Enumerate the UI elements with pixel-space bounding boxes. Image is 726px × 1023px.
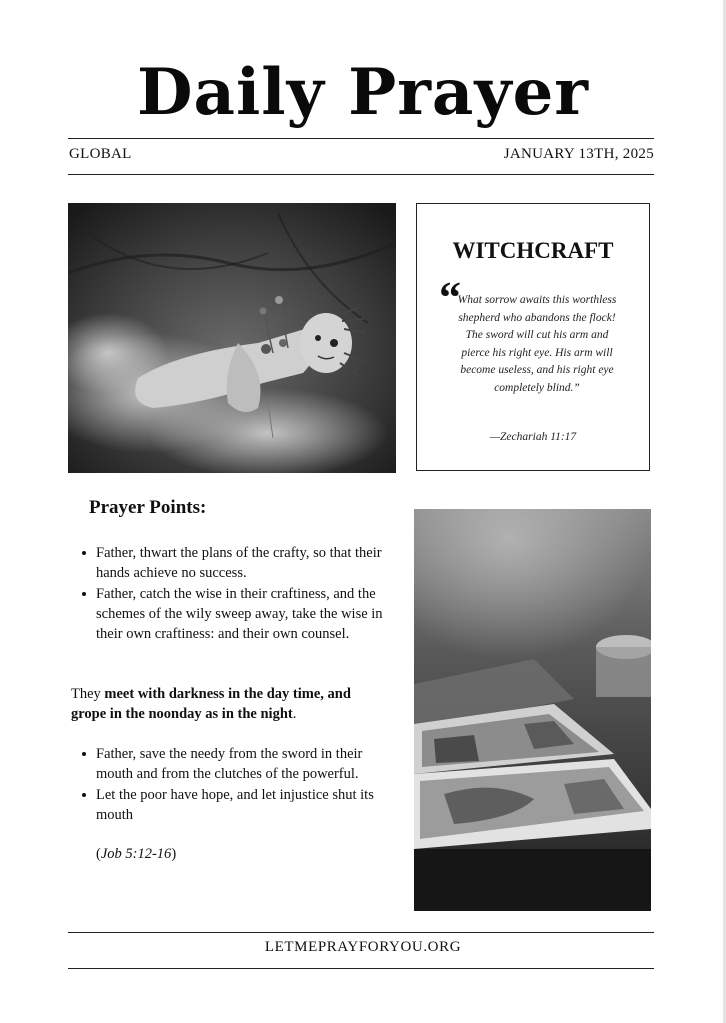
list-item: Let the poor have hope, and let injustice shut its mouth	[96, 785, 386, 826]
tarot-cards-photo	[414, 509, 651, 911]
prayer-points-list	[96, 543, 386, 644]
list-item: Father, thwart the plans of the crafty, so that their hands achieve no success.	[96, 543, 386, 584]
bible-citation	[96, 846, 176, 863]
cite-close: )	[171, 846, 177, 862]
scripture-quote: What sorrow awaits this worthless shepherd who abandons the flock! The sword will cut his arm and pierce his right eye. His arm will become useless, and his right eye completely blind.”	[457, 294, 617, 394]
region-label: GLOBAL	[69, 146, 132, 162]
quote-mark-icon: “	[439, 273, 461, 322]
cite-open: (	[96, 846, 101, 862]
header-top-rule	[68, 138, 654, 139]
list-item: Father, catch the wise in their craftiness, and the schemes of the wily sweep away, take the wise in their own craftiness: and their own counsel.	[96, 584, 386, 645]
footer-top-rule	[68, 932, 654, 933]
paragraph-emphasis: meet with darkness in the day time, and grope in the noonday as in the night	[71, 686, 351, 723]
prayer-points-heading: Prayer Points:	[89, 497, 207, 518]
footer-bottom-rule	[68, 968, 654, 969]
scripture-reference: —Zechariah 11:17	[489, 431, 577, 443]
issue-date: JANUARY 13TH, 2025	[503, 146, 654, 162]
masthead-title: Daily Prayer	[137, 55, 589, 130]
scripture-paragraph	[71, 684, 371, 725]
quote-box-title: WITCHCRAFT	[452, 238, 614, 263]
website-link[interactable]: LETMEPRAYFORYOU.ORG	[264, 939, 462, 955]
header-bottom-rule	[68, 174, 654, 175]
paragraph-lead: They	[71, 686, 105, 702]
cite-text: Job 5:12-16	[100, 846, 172, 862]
voodoo-doll-photo	[68, 203, 396, 473]
list-item: Father, save the needy from the sword in their mouth and from the clutches of the powerful.	[96, 744, 386, 785]
prayer-points-list-2	[96, 744, 386, 825]
scripture-quote-box	[416, 203, 650, 471]
paragraph-end: .	[292, 706, 297, 723]
